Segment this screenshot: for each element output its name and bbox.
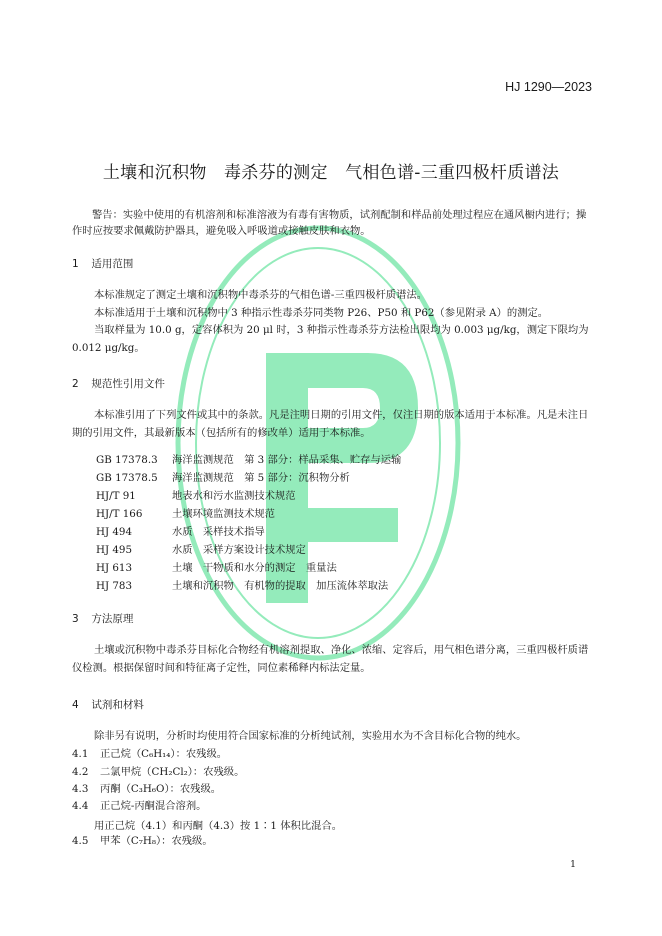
item-text: 二氯甲烷（CH₂Cl₂）：农残级。: [100, 766, 245, 778]
warning-notice: 警告：实验中使用的有机溶剂和标准溶液为有毒有害物质，试剂配制和样品前处理过程应在通风橱内进行；操作时应按要求佩戴防护器具，避免吸入呼吸道或接触皮肤和衣物。: [72, 209, 587, 237]
reagent-item: [72, 746, 227, 763]
section-title: 规范性引用文件: [91, 378, 165, 390]
reference-title: 水质 采样方案设计技术规定: [172, 544, 306, 556]
section-2-paragraph: 本标准引用了下列文件或其中的条款。凡是注明日期的引用文件，仅注日期的版本适用于本标准。凡是未注日期的引用文件，其最新版本（包括所有的修改单）适用于本标准。: [72, 409, 589, 439]
reference-row: [96, 505, 401, 523]
reference-code: HJ 495: [96, 544, 133, 556]
section-4-heading: [72, 697, 144, 712]
section-number: 2: [72, 378, 79, 390]
section-number: 4: [72, 699, 79, 711]
item-text: 丙酮（C₃H₆O）：农残级。: [100, 783, 222, 795]
section-title: 方法原理: [91, 613, 134, 625]
reference-row: [96, 469, 401, 487]
section-3-heading: [72, 611, 133, 626]
reference-code: HJ 783: [96, 580, 133, 592]
reference-code: GB 17378.3: [96, 454, 158, 466]
section-3-paragraph: 土壤或沉积物中毒杀芬目标化合物经有机溶剂提取、净化、浓缩、定容后，用气相色谱分离，三重四极杆质谱仪检测。根据保留时间和特征离子定性，同位素稀释内标法定量。: [72, 644, 589, 674]
section-2-heading: [72, 376, 165, 391]
page-number: 1: [569, 859, 576, 870]
section-number: 1: [72, 258, 79, 270]
reference-row: [96, 559, 401, 577]
standard-number: HJ 1290—2023: [505, 80, 592, 94]
reference-row: [96, 451, 401, 469]
item-text: 正己烷（C₆H₁₄）：农残级。: [100, 748, 228, 760]
ministry-watermark-seal: [168, 218, 468, 668]
reference-row: [96, 541, 401, 559]
reference-title: 水质 采样技术指导: [172, 526, 265, 538]
reference-title: 地表水和污水监测技术规范: [172, 490, 296, 502]
section-title: 试剂和材料: [91, 699, 144, 711]
reference-title: 海洋监测规范 第 5 部分：沉积物分析: [172, 472, 350, 484]
reference-code: HJ/T 91: [96, 490, 136, 502]
item-number: 4.3: [72, 783, 89, 795]
reagent-item-description: 用正己烷（4.1）和丙酮（4.3）按 1∶1 体积比混合。: [94, 820, 343, 832]
section-1-paragraph-limits: 当取样量为 10.0 g，定容体积为 20 μl 时，3 种指示性毒杀芬方法检出限均为 0.003 μg/kg，测定下限均为 0.012 μg/kg。: [72, 324, 589, 354]
reference-list: [96, 451, 401, 595]
item-number: 4.5: [72, 835, 89, 847]
item-text: 正己烷-丙酮混合溶剂。: [100, 800, 207, 812]
section-4-paragraph: 除非另有说明，分析时均使用符合国家标准的分析纯试剂，实验用水为不含目标化合物的纯水。: [94, 730, 527, 742]
reference-title: 海洋监测规范 第 3 部分：样品采集、贮存与运输: [172, 454, 402, 466]
reference-code: HJ 494: [96, 526, 133, 538]
reference-row: [96, 577, 401, 595]
reference-code: HJ 613: [96, 562, 133, 574]
reference-title: 土壤 干物质和水分的测定 重量法: [172, 562, 337, 574]
section-number: 3: [72, 613, 79, 625]
reference-row: [96, 523, 401, 541]
document-title: 土壤和沉积物 毒杀芬的测定 气相色谱-三重四极杆质谱法: [102, 163, 560, 183]
section-1-paragraph-scope: 本标准规定了测定土壤和沉积物中毒杀芬的气相色谱-三重四极杆质谱法。: [94, 289, 427, 301]
item-text: 甲苯（C₇H₈）：农残级。: [100, 835, 213, 847]
item-number: 4.1: [72, 748, 89, 760]
section-1-paragraph-applicability: 本标准适用于土壤和沉积物中 3 种指示性毒杀芬同类物 P26、P50 和 P62（参见附录 A）的测定。: [94, 307, 549, 319]
reagent-item: [72, 833, 213, 850]
reference-title: 土壤环境监测技术规范: [172, 508, 275, 520]
reagent-item: [72, 781, 221, 798]
section-title: 适用范围: [91, 258, 134, 270]
reagent-item: [72, 764, 244, 781]
reference-code: HJ/T 166: [96, 508, 143, 520]
reference-row: [96, 487, 401, 505]
reference-title: 土壤和沉积物 有机物的提取 加压流体萃取法: [172, 580, 389, 592]
item-number: 4.4: [72, 800, 89, 812]
section-1-heading: [72, 256, 133, 271]
reagent-item: [72, 798, 206, 815]
item-number: 4.2: [72, 766, 89, 778]
reference-code: GB 17378.5: [96, 472, 158, 484]
